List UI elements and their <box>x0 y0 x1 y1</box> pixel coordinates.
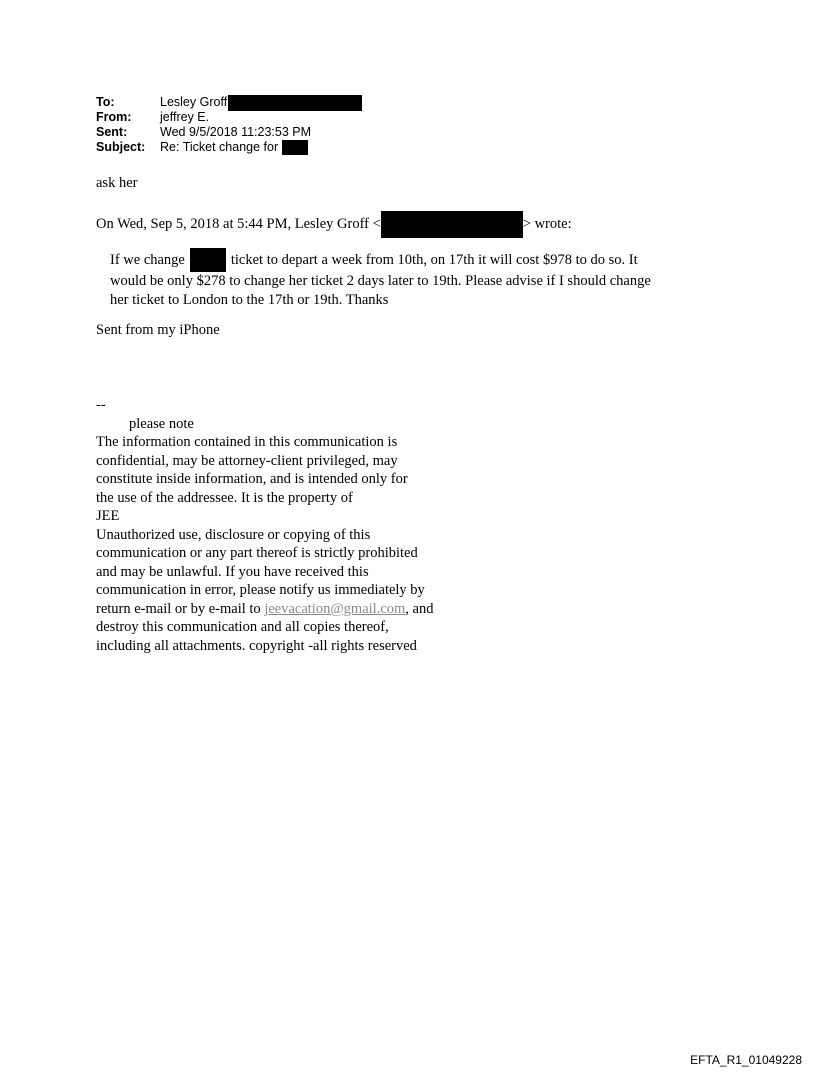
to-value: Lesley Groff <box>160 95 228 109</box>
sent-row <box>96 125 362 140</box>
disclaimer-line: destroy this communication and all copies thereof, <box>96 619 389 635</box>
subject-row <box>96 140 362 155</box>
subject-value: Re: Ticket change for <box>160 140 279 154</box>
disclaimer-line: including all attachments. copyright -all rights reserved <box>96 637 417 654</box>
disclaimer-line: constitute inside information, and is intended only for <box>96 471 408 487</box>
return-line-after: , and <box>405 600 434 617</box>
sent-label: Sent: <box>96 125 128 139</box>
from-row <box>96 110 362 125</box>
disclaimer-line: JEE <box>96 508 120 524</box>
signature-separator: -- <box>96 397 106 413</box>
quote-intro-before: On Wed, Sep 5, 2018 at 5:44 PM, Lesley Groff < <box>96 216 381 233</box>
quoted-line <box>110 248 651 272</box>
document-id: EFTA_R1_01049228 <box>690 1053 802 1067</box>
disclaimer-line: confidential, may be attorney-client privileged, may <box>96 452 398 469</box>
from-label: From: <box>96 110 132 124</box>
sent-from-text: Sent from my iPhone <box>96 322 220 338</box>
disclaimer-line: communication in error, please notify us immediately by <box>96 582 425 598</box>
quoted-line: her ticket to London to the 17th or 19th. Thanks <box>110 291 389 308</box>
to-row <box>96 95 362 110</box>
redaction-box <box>228 95 362 111</box>
return-line-before: return e-mail or by e-mail to <box>96 600 265 617</box>
redaction-box <box>190 248 226 272</box>
from-value: jeffrey E. <box>160 110 210 124</box>
signature-block <box>96 396 433 655</box>
reply-text: ask her <box>96 175 138 191</box>
redaction-box <box>282 140 308 155</box>
quoted-line1-after: ticket to depart a week from 10th, on 17th it will cost $978 to do so. It <box>230 251 638 268</box>
quoted-line1-before: If we change <box>110 251 185 268</box>
disclaimer-line <box>96 600 433 619</box>
sent-value: Wed 9/5/2018 11:23:53 PM <box>160 125 312 139</box>
disclaimer-line: and may be unlawful. If you have received this <box>96 563 369 580</box>
email-header <box>96 95 362 155</box>
quoted-line: would be only $278 to change her ticket 2 days later to 19th. Please advise if I should change <box>110 273 651 289</box>
disclaimer-line: communication or any part thereof is strictly prohibited <box>96 545 418 561</box>
email-link[interactable]: jeevacation@gmail.com <box>264 600 406 617</box>
subject-label: Subject: <box>96 140 146 154</box>
quoted-message <box>110 248 651 309</box>
to-label: To: <box>96 95 115 109</box>
please-note: please note <box>129 415 194 432</box>
disclaimer-line: The information contained in this communication is <box>96 434 398 450</box>
quote-intro <box>96 211 572 238</box>
redaction-box <box>381 211 523 238</box>
disclaimer-line: the use of the addressee. It is the property of <box>96 489 353 506</box>
quote-intro-after: > wrote: <box>522 216 572 233</box>
disclaimer-line: Unauthorized use, disclosure or copying of this <box>96 526 371 543</box>
